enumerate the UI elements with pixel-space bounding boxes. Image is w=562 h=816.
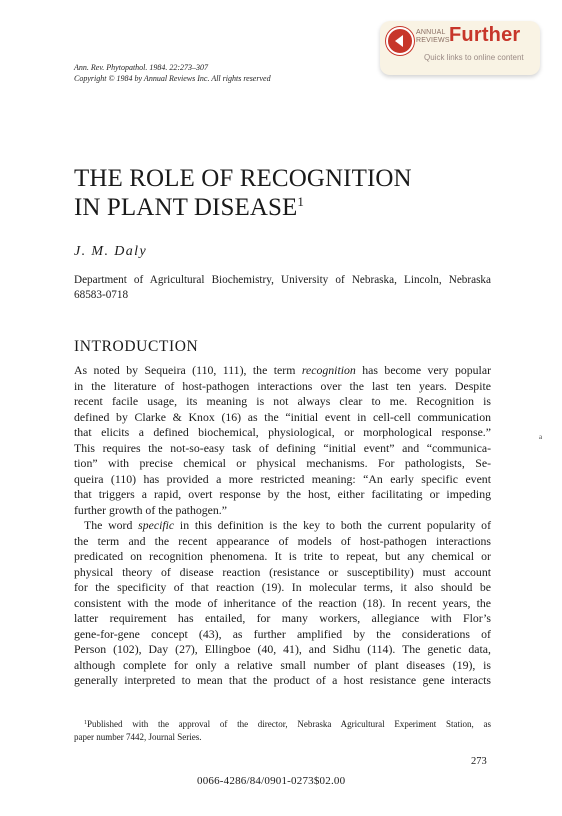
title-line-1: THE ROLE OF RECOGNITION: [74, 165, 412, 192]
body-line: although complete for only a relative small number of plant diseases (19), is: [74, 657, 491, 672]
footnote-text: Published with the approval of the director, Nebraska Agricultural Experiment Station, as: [87, 719, 491, 729]
body-line: recent facile usage, its meaning is not always clear to me. Recognition is: [74, 394, 491, 408]
body-text: has become very popular: [355, 363, 491, 377]
annual-reviews-label: ANNUAL REVIEWS: [416, 29, 450, 44]
body-text: in this definition is the key to both the current popularity of: [174, 518, 492, 532]
citation-line: Ann. Rev. Phytopathol. 1984. 22:273–307: [74, 63, 209, 72]
body-line: [74, 363, 491, 379]
body-line: Person (102), Day (27), Ellingboe (40, 41), and Sidhu (114). The genetic data,: [74, 642, 491, 656]
body-emphasis: recognition: [301, 363, 356, 377]
body-line: gene-for-gene concept (43), as further amplified by the considerations of: [74, 626, 491, 641]
author-name: J. M. Daly: [74, 244, 148, 259]
author-affiliation: [74, 273, 491, 303]
body-line: latter requirement has entailed, for many workers, allegiance with Flor’s: [74, 611, 491, 625]
quick-links-label: Quick links to online content: [424, 53, 524, 62]
body-line: consistent with the mode of inheritance of the reaction (18). In recent years, the: [74, 595, 491, 610]
body-line: physical theory of disease reaction (resistance or susceptibility) must account: [74, 564, 491, 579]
copyright-line: Copyright © 1984 by Annual Reviews Inc. All rights reserved: [74, 74, 271, 83]
section-heading: INTRODUCTION: [74, 338, 199, 355]
footnote-line-1: [74, 718, 491, 731]
page-number: 273: [471, 756, 487, 767]
body-text: As noted by Sequeira (110, 111), the term: [74, 363, 302, 377]
footnote-mark: 1: [84, 720, 87, 726]
play-back-icon: [386, 27, 414, 55]
further-label: Further: [449, 24, 521, 46]
journal-citation: [74, 62, 271, 84]
body-line: This requires the not-so-easy task of defining “initial event” and “communica-: [74, 440, 491, 455]
body-line: generally interpreted to mean that the product of a host resistance gene interacts: [74, 673, 491, 687]
body-text: The word: [84, 518, 139, 532]
body-line: predicated on recognition phenomena. It is trite to repeat, but any chemical or: [74, 549, 491, 563]
further-badge-link[interactable]: [380, 21, 540, 75]
title-footnote-mark[interactable]: 1: [297, 194, 304, 209]
body-line: tion” with precise chemical or physical mechanisms. For pathologists, Se-: [74, 456, 491, 470]
margin-mark: a: [539, 433, 543, 441]
article-body: [74, 363, 491, 689]
body-line: defined by Clarke & Knox (16) as the “initial event in cell-cell communication: [74, 409, 491, 424]
affiliation-line-1: Department of Agricultural Biochemistry, University of Nebraska, Lincoln, Nebraska: [74, 274, 491, 286]
body-line: that elicits a defined biochemical, physiological, or morphological response.”: [74, 425, 491, 439]
body-line: further growth of the pathogen.”: [74, 502, 227, 517]
footnote: [74, 718, 491, 743]
body-line: for the specificity of that reaction (19). In molecular terms, it also should be: [74, 580, 491, 594]
article-identifier: 0066-4286/84/0901-0273$02.00: [197, 775, 346, 787]
body-line: [74, 518, 491, 534]
body-line: in the literature of host-pathogen interactions over the last ten years. Despite: [74, 378, 491, 393]
body-line: the term and the recent appearance of models of host-pathogen interactions: [74, 533, 491, 548]
article-title: [74, 164, 412, 222]
title-line-2-text: IN PLANT DISEASE: [74, 194, 298, 221]
footnote-line-2: paper number 7442, Journal Series.: [74, 731, 202, 742]
body-line: queira (110) has provided a more restricted meaning: “An early specific event: [74, 471, 491, 486]
body-line: that triggers a rapid, overt response by the host, either facilitating or impeding: [74, 487, 491, 501]
body-emphasis: specific: [138, 518, 175, 532]
affiliation-line-2: 68583-0718: [74, 289, 129, 301]
title-line-2: [74, 193, 412, 222]
